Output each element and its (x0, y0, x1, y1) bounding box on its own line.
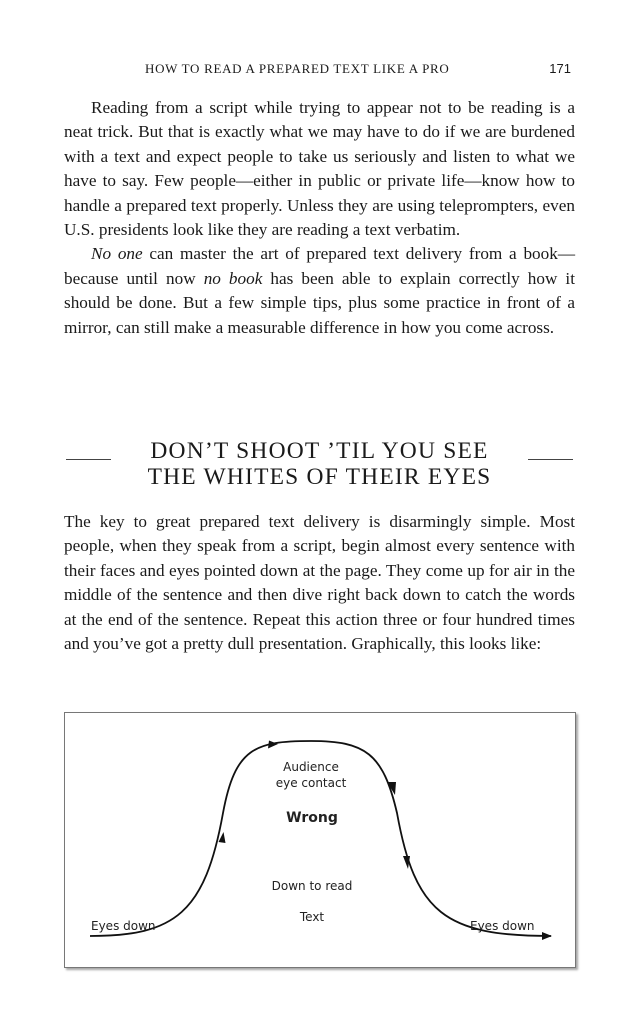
intro-paragraph-2-part-b: has been able to explain correctly how it should be done. But a few simple tips, plus some practice in front of a mirror, can still make a measurable difference in how you come across. (64, 268, 575, 337)
arrow-head-falling (403, 856, 410, 869)
text-label: Text (299, 910, 325, 924)
wrong-label: Wrong (286, 810, 338, 826)
intro-paragraph-1: Reading from a script while trying to appear not to be reading is a neat trick. But that is exactly what we may have to do if we are burdened with a text and expect people to take us seriously and listen to what we have to say. Few people—either in public or private life—know how to handle a prepared text properly. Unless they are using teleprompters, even U.S. presidents look like they are reading a text verbatim. (64, 98, 575, 240)
page-number: 171 (549, 61, 571, 76)
section-heading (64, 438, 575, 490)
audience-label-line-1: Audience (283, 760, 339, 774)
emphasis-no-one: No one (91, 244, 143, 264)
audience-label-line-2: eye contact (275, 776, 347, 790)
section-heading-line-1: DON’T SHOOT ’TIL YOU SEE (150, 438, 489, 464)
running-header (0, 61, 638, 83)
section-heading-line-2: THE WHITES OF THEIR EYES (147, 464, 492, 490)
eye-contact-figure (64, 712, 576, 968)
eyes-down-right-label: Eyes down (470, 919, 535, 933)
down-to-read-label: Down to read (271, 879, 353, 893)
intro-paragraph-2-part-a: can master the art of prepared text delivery from a book—because until now (64, 244, 576, 288)
emphasis-no-book: no book (203, 268, 263, 288)
arrow-head-top (268, 741, 278, 749)
running-title: HOW TO READ A PREPARED TEXT LIKE A PRO (145, 61, 450, 76)
section-text (64, 510, 575, 656)
intro-text (64, 96, 575, 340)
section-paragraph-1: The key to great prepared text delivery is disarmingly simple. Most people, when they speak from a script, begin almost every sentence with their faces and eyes pointed down at the page. They come up for air in the middle of the sentence and then dive right back down to catch the words at the end of the sentence. Repeat this action three or four hundred times and you’ve got a pretty dull presentation. Graphically, this looks like: (64, 512, 575, 654)
eyes-down-left-label: Eyes down (91, 919, 156, 933)
eye-contact-diagram (65, 713, 575, 967)
intro-paragraph-2 (64, 242, 575, 340)
